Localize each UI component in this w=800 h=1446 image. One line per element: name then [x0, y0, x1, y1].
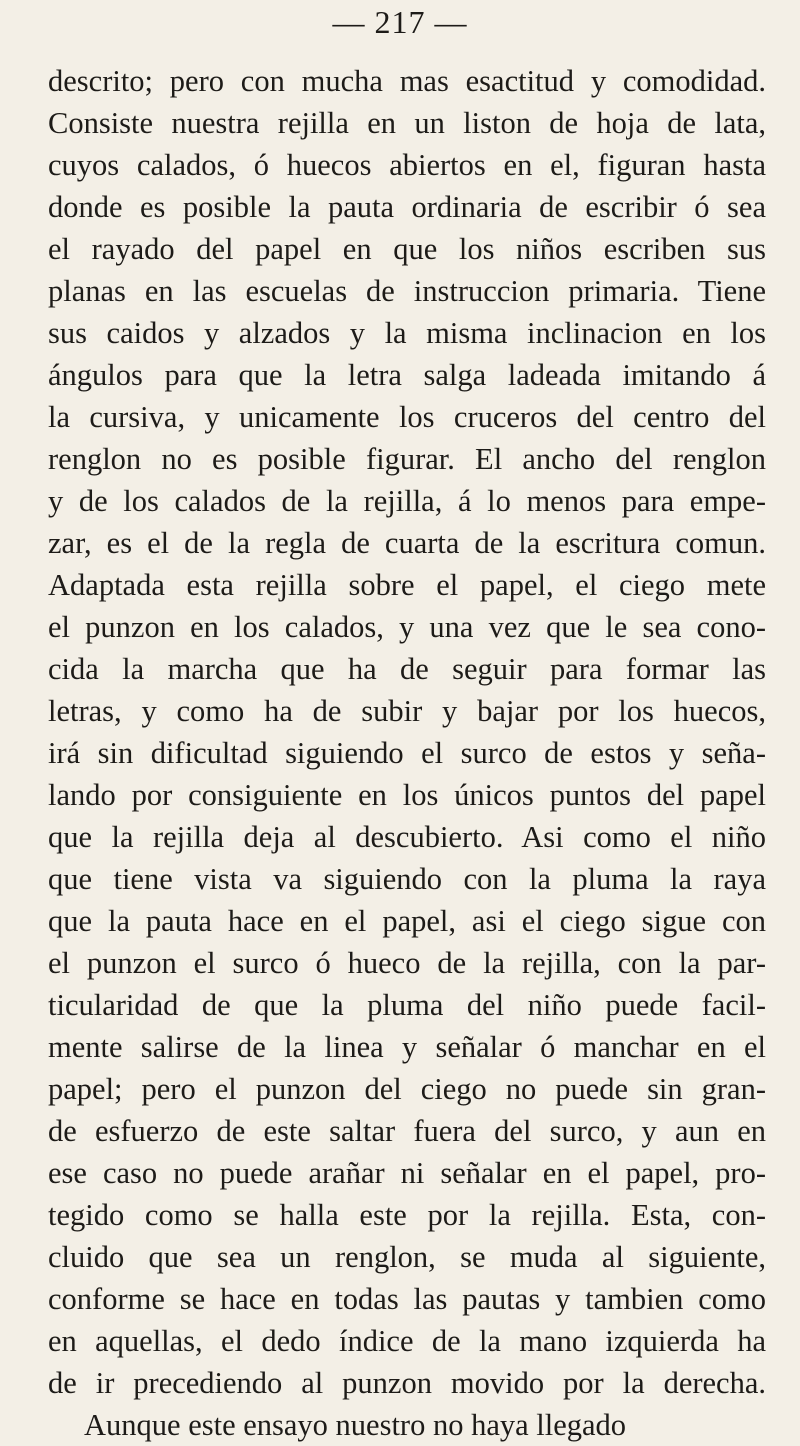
text-line: que la rejilla deja al descubierto. Asi como el niño — [48, 820, 766, 854]
text-line: cida la marcha que ha de seguir para formar las — [48, 652, 766, 686]
text-line: irá sin dificultad siguiendo el surco de estos y seña- — [48, 736, 766, 770]
text-line: papel; pero el punzon del ciego no puede sin gran- — [48, 1072, 766, 1106]
text-line: tegido como se halla este por la rejilla. Esta, con- — [48, 1198, 766, 1232]
text-line: renglon no es posible figurar. El ancho del renglon — [48, 442, 766, 476]
text-line: de ir precediendo al punzon movido por la derecha. — [48, 1366, 766, 1400]
text-line: ese caso no puede arañar ni señalar en el papel, pro- — [48, 1156, 766, 1190]
text-line: la cursiva, y unicamente los cruceros del centro del — [48, 400, 766, 434]
body-text — [48, 60, 766, 1446]
text-line: Consiste nuestra rejilla en un liston de hoja de lata, — [48, 106, 766, 140]
text-line: y de los calados de la rejilla, á lo menos para empe- — [48, 484, 766, 518]
text-line: de esfuerzo de este saltar fuera del surco, y aun en — [48, 1114, 766, 1148]
text-line: mente salirse de la linea y señalar ó manchar en el — [48, 1030, 766, 1064]
text-line: zar, es el de la regla de cuarta de la escritura comun. — [48, 526, 766, 560]
text-line: ángulos para que la letra salga ladeada imitando á — [48, 358, 766, 392]
text-line: descrito; pero con mucha mas esactitud y comodidad. — [48, 64, 766, 98]
text-line: en aquellas, el dedo índice de la mano izquierda ha — [48, 1324, 766, 1358]
page-number: — 217 — — [332, 4, 468, 40]
text-line: donde es posible la pauta ordinaria de escribir ó sea — [48, 190, 766, 224]
text-line: lando por consiguiente en los únicos puntos del papel — [48, 778, 766, 812]
text-line: letras, y como ha de subir y bajar por los huecos, — [48, 694, 766, 728]
text-line: Adaptada esta rejilla sobre el papel, el ciego mete — [48, 568, 766, 602]
text-line: el punzon en los calados, y una vez que le sea cono- — [48, 610, 766, 644]
text-line: que tiene vista va siguiendo con la pluma la raya — [48, 862, 766, 896]
text-line: sus caidos y alzados y la misma inclinacion en los — [48, 316, 766, 350]
text-line: Aunque este ensayo nuestro no haya llegado — [84, 1408, 627, 1442]
text-line: conforme se hace en todas las pautas y tambien como — [48, 1282, 766, 1316]
text-line: el punzon el surco ó hueco de la rejilla, con la par- — [48, 946, 766, 980]
text-line: planas en las escuelas de instruccion primaria. Tiene — [48, 274, 766, 308]
text-line: cluido que sea un renglon, se muda al siguiente, — [48, 1240, 766, 1274]
text-line: ticularidad de que la pluma del niño puede facil- — [48, 988, 766, 1022]
text-line: que la pauta hace en el papel, asi el ciego sigue con — [48, 904, 766, 938]
text-line: el rayado del papel en que los niños escriben sus — [48, 232, 766, 266]
text-line: cuyos calados, ó huecos abiertos en el, figuran hasta — [48, 148, 766, 182]
